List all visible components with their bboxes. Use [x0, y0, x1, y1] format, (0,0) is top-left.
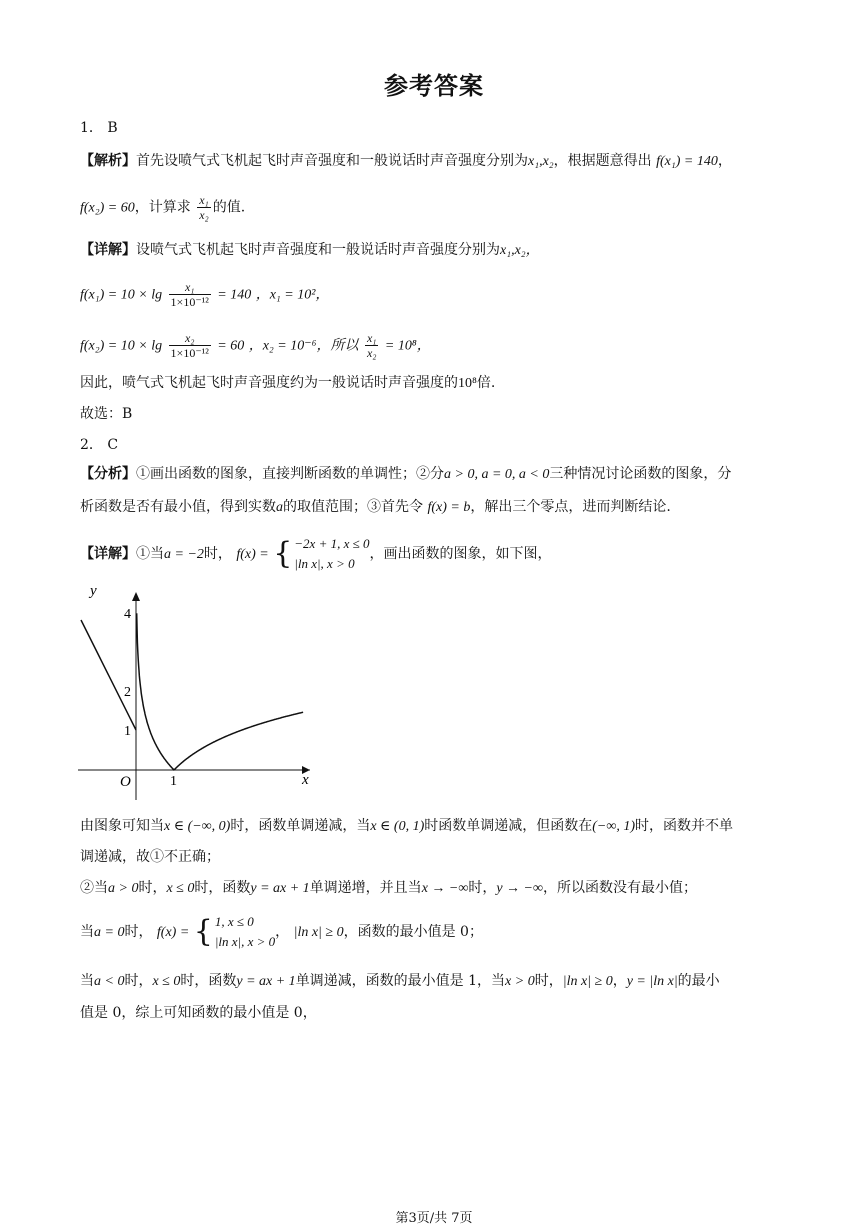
q2-para1-interval-3: (−∞, 1): [592, 819, 636, 834]
q1-analysis-text-4: 的值.: [212, 199, 246, 216]
q1-eq2-ratio-fraction: [365, 331, 379, 360]
q1-analysis-text-3: ，计算求: [134, 199, 191, 216]
q2-para3-function: f(x) =: [156, 925, 190, 940]
q1-eq1-right: = 140: [217, 287, 252, 303]
q2-para2-limit: x → −∞: [421, 881, 469, 896]
q2-para1-text-4: 时，函数并不单: [635, 818, 734, 834]
q1-answer: B: [107, 120, 118, 136]
q2-para4-x2: x > 0: [505, 974, 535, 989]
q2-para1-text-5: 调递减，故①不正确；: [80, 849, 220, 865]
q1-eq2-left: f(x₂) = 10 × lg: [80, 338, 163, 354]
q1-analysis-text-1: 首先设喷气式飞机起飞时声音强度和一般说话时声音强度分别为: [136, 153, 528, 169]
page-footer: 第3页/共 7页: [395, 1211, 473, 1226]
y-tick-1: 1: [124, 724, 131, 739]
q2-para3-inequality: |ln x| ≥ 0: [293, 925, 344, 940]
q1-analysis-vars: x₁,x₂: [528, 154, 554, 169]
q1-eq2-ratio-numerator: x₁: [366, 331, 377, 345]
q1-ratio-numerator: x₁: [199, 193, 209, 207]
q2-para1-line-2: [80, 847, 790, 867]
q2-para3-brace: {: [193, 914, 213, 949]
q2-detail-text-1: ①当: [136, 546, 164, 562]
x-tick-1: 1: [170, 774, 177, 789]
q2-analysis-text-2: 三种情况讨论函数的图象，分: [549, 466, 732, 482]
q2-para4-text-6: ，: [612, 973, 627, 989]
q2-para5-line: [80, 1003, 790, 1023]
q1-detail-text-1: 设喷气式飞机起飞时声音强度和一般说话时声音强度分别为: [136, 242, 500, 258]
ln-branch-curve: [137, 613, 303, 770]
q1-eq1-fraction: [169, 280, 211, 309]
q1-detail-line: [80, 240, 790, 261]
y-tick-4: 4: [124, 607, 131, 622]
q2-para2-x: x ≤ 0: [166, 881, 195, 896]
q2-para1-text-2: 时，函数单调递减，当: [230, 818, 371, 834]
origin-label: O: [120, 774, 131, 790]
q1-answer-line: [80, 118, 790, 138]
q2-para3-case-1: 1, x ≤ 0: [214, 914, 254, 929]
function-graph: [78, 588, 318, 800]
q2-detail-line: [80, 532, 790, 576]
q1-eq2-fraction: [169, 331, 211, 360]
q2-para4-function-2: y = |ln x|: [626, 974, 678, 989]
q2-detail-label: 【详解】: [80, 546, 136, 562]
q2-para4-text-2: 时，: [124, 973, 153, 989]
q2-para3-text-1: 当: [80, 924, 94, 940]
y-axis-label: y: [90, 588, 97, 599]
q2-detail-text-3: ，画出函数的图象，如下图，: [369, 546, 552, 562]
q2-para3-cases: [215, 912, 275, 952]
q2-para2-text-1: ②当: [80, 880, 108, 896]
q1-ratio-fraction: [197, 193, 211, 222]
q1-eq1-result: ，x₁ = 10²，: [255, 287, 330, 303]
q2-para1-interval-1: x ∈ (−∞, 0): [164, 819, 231, 834]
q2-para4-a: a < 0: [94, 974, 125, 989]
q2-para2-line: [80, 878, 790, 899]
q2-para3-text-3: ，: [275, 924, 290, 940]
q2-analysis-equation: f(x) = b: [427, 500, 471, 515]
q1-equation-1: [80, 280, 790, 309]
q2-para4-function: y = ax + 1: [236, 974, 296, 989]
q2-detail-cases: [294, 534, 369, 574]
q2-para3-text-2: 时，: [124, 924, 153, 940]
linear-branch-curve: [81, 620, 136, 730]
q2-para3-line: [80, 910, 790, 954]
q2-para2-a: a > 0: [108, 881, 139, 896]
q1-eq2-ratio-denominator: x₂: [366, 346, 377, 360]
q2-para4-text-5: 时，: [534, 973, 563, 989]
q1-f2-equation: f(x₂) = 60: [80, 200, 135, 216]
q1-equation-2: [80, 331, 790, 360]
q1-eq1-denominator: 1×10⁻¹²: [170, 295, 209, 309]
q2-analysis-text-4: 的取值范围；③首先令: [283, 499, 423, 515]
q2-detail-brace: {: [273, 536, 293, 571]
q2-para3-a: a = 0: [94, 925, 125, 940]
q2-para4-inequality: |ln x| ≥ 0: [562, 974, 613, 989]
q2-para2-function: y = ax + 1: [250, 881, 310, 896]
q1-analysis-text-2: ，根据题意得出: [553, 153, 652, 169]
q2-para1-line-1: [80, 816, 790, 837]
q1-analysis-line: 【解析】首先设喷气式飞机起飞时声音强度和一般说话时声音强度分别为x₁,x₂，根据题意得出 f(x₁) = 140，: [80, 153, 732, 169]
q2-analysis-line: [80, 464, 790, 485]
q1-choose-line: [80, 404, 790, 424]
q1-eq2-right: = 60: [217, 338, 245, 354]
q2-para4-text-1: 当: [80, 973, 94, 989]
q2-para4-x: x ≤ 0: [152, 974, 181, 989]
q1-analysis-label: 【解析】: [80, 153, 136, 169]
q2-analysis-cases: a > 0, a = 0, a < 0: [444, 467, 550, 482]
q2-para2-text-5: 时，: [468, 880, 497, 896]
q2-answer: C: [107, 437, 119, 453]
q2-para3-text-4: ，函数的最小值是 0；: [343, 924, 483, 940]
q2-answer-line: [80, 435, 790, 455]
q1-therefore-line: [80, 373, 790, 394]
q1-therefore-value: 10⁸: [458, 376, 477, 391]
q2-para2-text-6: ，所以函数没有最小值；: [543, 880, 697, 896]
q1-detail-label: 【详解】: [80, 242, 136, 258]
q2-para2-limit-2: y → −∞: [496, 881, 543, 896]
q2-para1-text-1: 由图象可知当: [80, 818, 164, 834]
q2-analysis-var: a: [276, 500, 283, 515]
q2-detail-a: a = −2: [164, 547, 204, 562]
q2-analysis-text-5: ，解出三个零点，进而判断结论.: [470, 499, 671, 515]
q1-eq2-denominator: 1×10⁻¹²: [170, 346, 209, 360]
q2-number: 2．: [80, 437, 103, 453]
q2-para2-text-4: 单调递增，并且当: [309, 880, 422, 896]
q2-analysis-line-2: [80, 497, 790, 518]
q2-para4-text-7: 的最小: [677, 973, 720, 989]
page-title: 参考答案: [384, 72, 484, 100]
q1-number: 1．: [80, 120, 103, 136]
y-axis-arrow: [132, 592, 140, 601]
y-tick-2: 2: [124, 685, 131, 700]
q2-para4-line: [80, 971, 790, 992]
q1-detail-vars: x₁,x₂，: [500, 243, 540, 258]
q2-detail-text-2: 时，: [203, 546, 232, 562]
q1-eq2-numerator: x₂: [169, 331, 211, 346]
q2-para2-text-3: 时，函数: [194, 880, 251, 896]
q1-choose-text: 故选：B: [80, 406, 133, 422]
q1-therefore-text-2: 倍.: [476, 375, 496, 391]
q1-f1-equation: f(x₁) = 140: [656, 154, 718, 169]
q1-ratio-denominator: x₂: [199, 208, 209, 222]
q1-eq1-left: f(x₁) = 10 × lg: [80, 287, 163, 303]
q2-para3-case-2: |ln x|, x > 0: [214, 934, 276, 949]
q2-analysis-text-3: 析函数是否有最小值，得到实数: [80, 499, 276, 515]
q2-para1-interval-2: x ∈ (0, 1): [370, 819, 425, 834]
q2-para5-text: 值是 0，综上可知函数的最小值是 0，: [80, 1005, 317, 1021]
q2-para4-text-4: 单调递减，函数的最小值是 1，当: [295, 973, 506, 989]
x-axis-label: x: [302, 772, 309, 788]
q1-eq2-ratio-value: = 10⁸，: [384, 338, 431, 354]
q2-detail-function: f(x) =: [236, 547, 269, 562]
q2-para2-text-2: 时，: [138, 880, 167, 896]
q2-analysis-label: 【分析】: [80, 466, 136, 482]
q2-detail-case-2: |ln x|, x > 0: [294, 556, 355, 571]
q2-analysis-text-1: ①画出函数的图象，直接判断函数的单调性；②分: [136, 466, 444, 482]
q2-para1-text-3: 时函数单调递减，但函数在: [424, 818, 593, 834]
q1-analysis-line-2: [80, 193, 790, 222]
q1-therefore-text-1: 因此，喷气式飞机起飞时声音强度约为一般说话时声音强度的: [80, 375, 458, 391]
q2-para4-text-3: 时，函数: [180, 973, 237, 989]
q1-eq2-result: ，x₂ = 10⁻⁶，所以: [248, 338, 359, 354]
q1-eq1-numerator: x₁: [169, 280, 211, 295]
q2-detail-case-1: −2x + 1, x ≤ 0: [294, 536, 370, 551]
